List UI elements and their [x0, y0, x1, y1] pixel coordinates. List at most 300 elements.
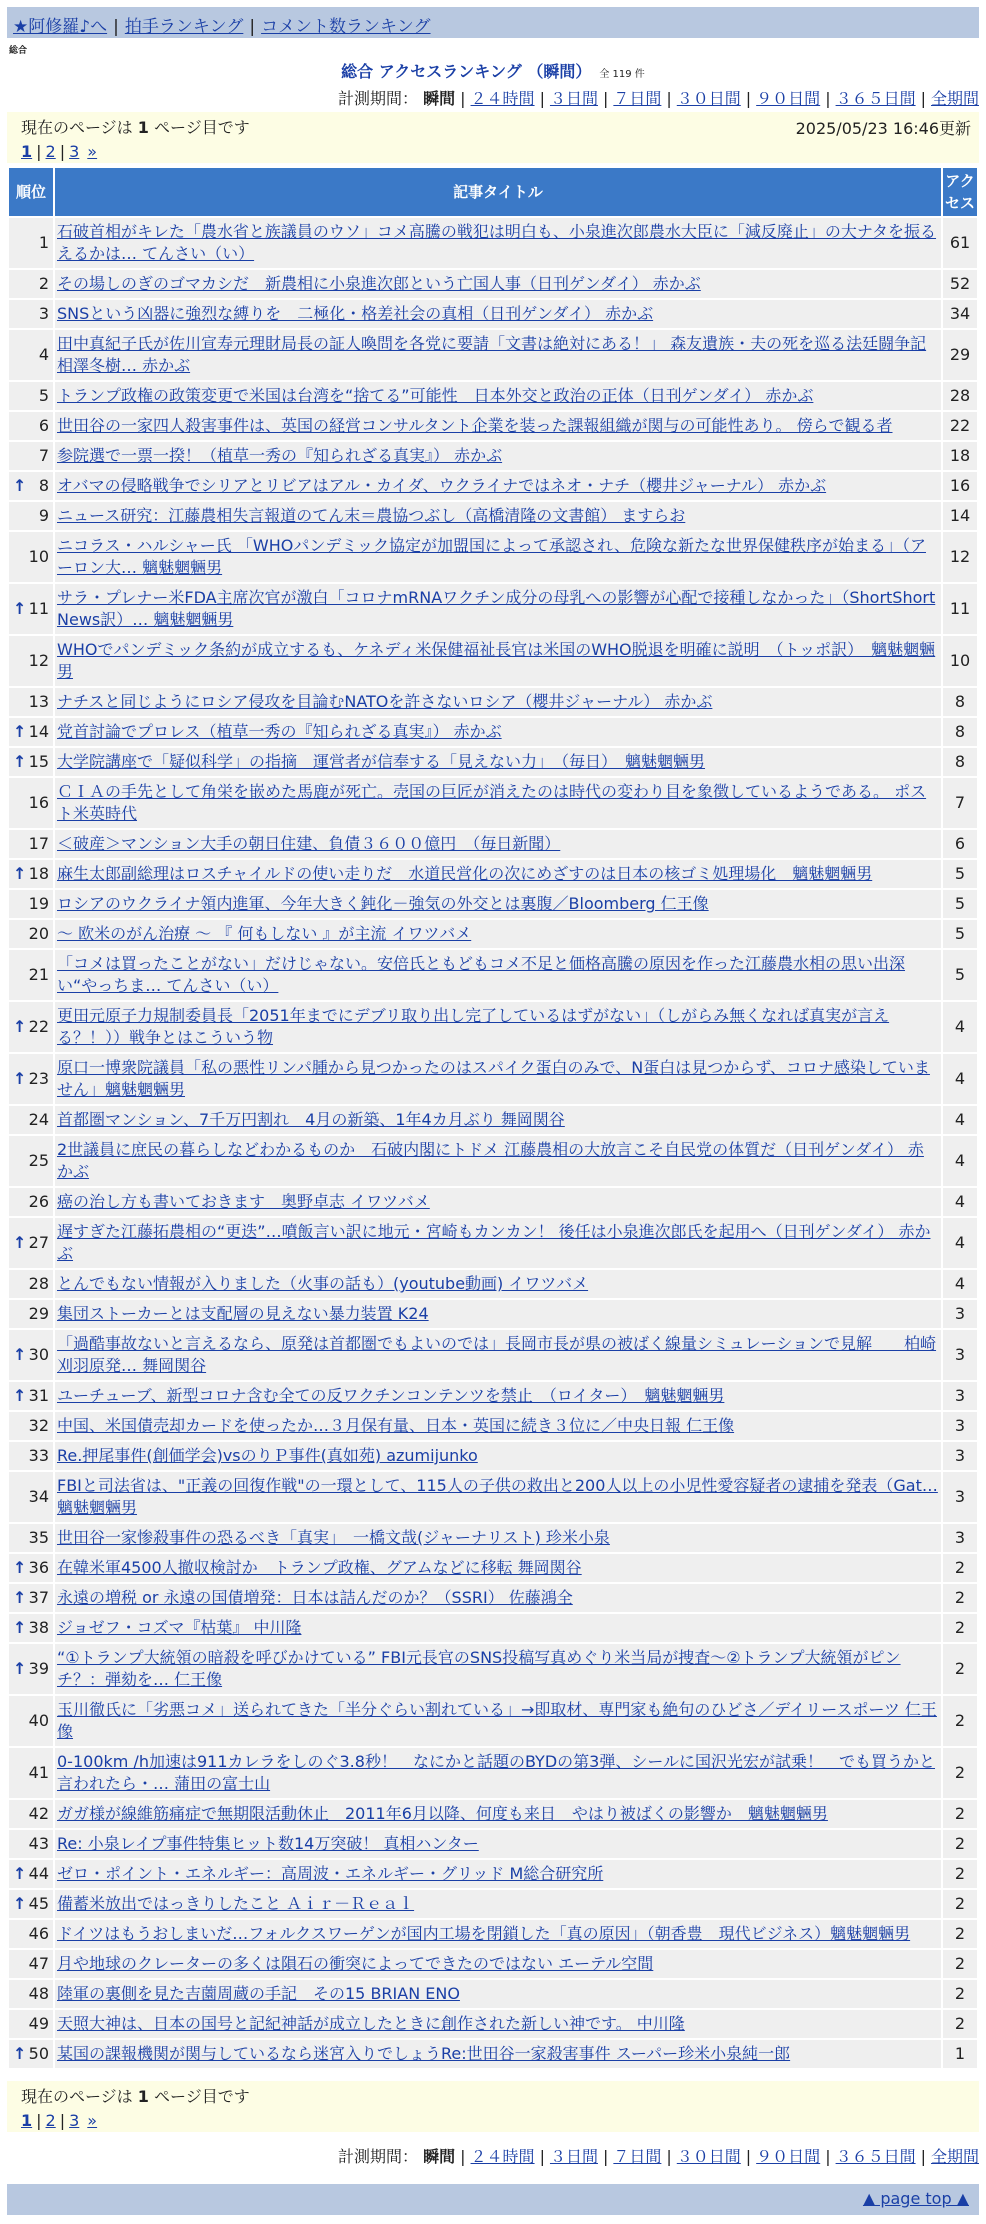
rank-number: 2	[38, 274, 49, 293]
access-count: 3	[943, 1472, 977, 1522]
article-title-link[interactable]: 世田谷一家惨殺事件の恐るべき「真実」 一橋文哉(ジャーナリスト) 珍米小泉	[57, 1528, 610, 1547]
table-row	[9, 1382, 977, 1410]
article-title-link[interactable]: 参院選で一票一揆！（植草一秀の『知られざる真実』） 赤かぶ	[57, 446, 503, 465]
rank-cell	[9, 2010, 53, 2038]
access-count: 2	[943, 1950, 977, 1978]
table-row	[9, 1860, 977, 1888]
table-row	[9, 218, 977, 268]
rank-number: 25	[28, 1151, 49, 1170]
article-title-link[interactable]: 麻生太郎副総理はロスチャイルドの使い走りだ 水道民営化の次にめざすのは日本の核ゴミ処理場化 魑魅魍魎男	[57, 864, 873, 883]
rank-number: 5	[38, 386, 49, 405]
page-link-2[interactable]: 2	[45, 2111, 56, 2130]
article-title-link[interactable]: “①トランプ大統領の暗殺を呼びかけている” FBI元長官のSNS投稿写真めぐり米当局が捜査～②トランプ大統領がピンチ？：弾劾を… 仁王像	[57, 1648, 901, 1689]
article-title-link[interactable]: ユーチューブ、新型コロナ含む全ての反ワクチンコンテンツを禁止 （ロイター） 魑魅魍魎男	[57, 1386, 725, 1405]
table-row	[9, 688, 977, 716]
rank-cell	[9, 472, 53, 500]
period-link-3d[interactable]: ３日間	[549, 2147, 598, 2166]
last-updated: 2025/05/23 16:46更新	[795, 119, 971, 138]
table-row	[9, 748, 977, 776]
current-page-text	[21, 2084, 965, 2107]
rank-cell	[9, 1920, 53, 1948]
period-link-30d[interactable]: ３０日間	[676, 89, 741, 108]
rank-number: 4	[38, 345, 49, 364]
article-title-link[interactable]: 大学院講座で「疑似科学」の指摘 運営者が信奉する「見えない力」 （毎日） 魑魅魍魎男	[57, 752, 706, 771]
article-title-link[interactable]: FBIと司法省は、"正義の回復作戦"の一環として、115人の子供の救出と200人以上の小児性愛容疑者の逮捕を発表（Gat… 魑魅魍魎男	[57, 1476, 938, 1517]
article-title-link[interactable]: SNSという凶器に強烈な縛りを 二極化・格差社会の真相（日刊ゲンダイ） 赤かぶ	[57, 304, 654, 323]
title-cell	[55, 1614, 941, 1642]
access-count: 5	[943, 860, 977, 888]
rank-number: 46	[28, 1924, 49, 1943]
title-cell	[55, 584, 941, 634]
rank-cell	[9, 532, 53, 582]
access-count: 2	[943, 1554, 977, 1582]
rank-cell	[9, 636, 53, 686]
title-cell	[55, 636, 941, 686]
access-count: 4	[943, 1106, 977, 1134]
title-cell	[55, 1382, 941, 1410]
article-title-link[interactable]: 陸軍の裏側を見た吉薗周蔵の手記 その15 BRIAN ENO	[57, 1984, 460, 2003]
nav-separator: |	[113, 17, 119, 37]
article-title-link[interactable]: ジョゼフ・コズマ『枯葉』 中川隆	[57, 1618, 302, 1637]
article-title-link[interactable]: 備蓄米放出ではっきりしたこと Ａｉｒ－Ｒｅａｌ	[57, 1894, 415, 1913]
rank-cell	[9, 1218, 53, 1268]
rank-number: 28	[28, 1274, 49, 1293]
article-title-link[interactable]: サラ・プレナー米FDA主席次官が激白「コロナmRNAワクチン成分の母乳への影響が心配で接種しなかった」（ShortShort News訳）… 魑魅魍魎男	[57, 588, 936, 629]
rank-number: 44	[28, 1864, 49, 1883]
rank-cell	[9, 502, 53, 530]
period-link-3d[interactable]: ３日間	[549, 89, 598, 108]
rank-cell	[9, 1270, 53, 1298]
current-page-suffix: ページ目です	[154, 2087, 250, 2106]
table-row	[9, 412, 977, 440]
article-title-link[interactable]: ＜破産＞マンション大手の朝日住建、負債３６００億円 （毎日新聞）	[57, 834, 561, 853]
table-row	[9, 1920, 977, 1948]
period-link-24h[interactable]: ２４時間	[470, 2147, 535, 2166]
up-arrow-icon: ↑	[13, 722, 27, 741]
up-arrow-icon: ↑	[13, 864, 27, 883]
rank-number: 13	[28, 692, 49, 711]
article-title-link[interactable]: WHOでパンデミック条約が成立するも、ケネディ米保健福祉長官は米国のWHO脱退を明確に説明 （トッポ訳） 魑魅魍魎男	[57, 640, 936, 681]
up-arrow-icon: ↑	[13, 1069, 27, 1088]
current-page-number: 1	[137, 118, 149, 137]
table-row	[9, 1106, 977, 1134]
period-link-90d[interactable]: ９０日間	[756, 89, 821, 108]
access-count: 2	[943, 1920, 977, 1948]
page-link-3[interactable]: 3	[69, 2111, 80, 2130]
period-selector-bottom: 計測期間： 瞬間 | ２４時間 | ３日間 | ７日間 | ３０日間 | ９０日間 | ３６５日間 | 全期間	[338, 2147, 979, 2166]
table-row	[9, 1830, 977, 1858]
table-row	[9, 1188, 977, 1216]
table-row	[9, 2010, 977, 2038]
title-cell	[55, 1830, 941, 1858]
rank-number: 37	[28, 1588, 49, 1607]
rank-number: 14	[28, 722, 49, 741]
title-cell	[55, 860, 941, 888]
rank-number: 6	[38, 416, 49, 435]
rank-cell	[9, 1002, 53, 1052]
pagination: 1 | 2 | 3 »	[21, 142, 98, 161]
rank-cell	[9, 1800, 53, 1828]
article-title-link[interactable]: ニュース研究：江藤農相失言報道のてん末＝農協つぶし（高橋清隆の文書館） ますらお	[57, 506, 686, 525]
article-title-link[interactable]: オバマの侵略戦争でシリアとリビアはアル・カイダ、ウクライナではネオ・ナチ（櫻井ジャーナル） 赤かぶ	[57, 476, 827, 495]
period-link-all[interactable]: 全期間	[930, 2147, 979, 2166]
article-title-link[interactable]: 2世議員に庶民の暮らしなどわかるものか 石破内閣にトドメ 江藤農相の大放言こそ自民党の体質だ（日刊ゲンダイ） 赤かぶ	[57, 1140, 924, 1181]
title-cell	[55, 1644, 941, 1694]
rank-cell	[9, 584, 53, 634]
article-title-link[interactable]: 玉川徹氏に「劣悪コメ」送られてきた「半分ぐらい割れている」→即取材、専門家も絶句のひどさ／デイリースポーツ 仁王像	[57, 1700, 937, 1741]
rank-cell	[9, 1830, 53, 1858]
article-title-link[interactable]: その場しのぎのゴマカシだ 新農相に小泉進次郎という亡国人事（日刊ゲンダイ） 赤かぶ	[57, 274, 701, 293]
rank-number: 3	[38, 304, 49, 323]
rank-cell	[9, 778, 53, 828]
rank-cell	[9, 1300, 53, 1328]
access-count: 6	[943, 830, 977, 858]
table-row	[9, 1300, 977, 1328]
title-cell	[55, 412, 941, 440]
article-title-link[interactable]: 永遠の増税 or 永遠の国債増発：日本は詰んだのか？（SSRI） 佐藤鴻全	[57, 1588, 573, 1607]
table-row	[9, 1002, 977, 1052]
access-count: 2	[943, 1614, 977, 1642]
title-cell	[55, 1330, 941, 1380]
title-cell	[55, 1442, 941, 1470]
title-cell	[55, 1748, 941, 1798]
article-title-link[interactable]: 中国、米国債売却カードを使ったか…３月保有量、日本・英国に続き３位に／中央日報 仁王像	[57, 1416, 735, 1435]
rank-cell	[9, 1748, 53, 1798]
title-cell	[55, 1270, 941, 1298]
table-row	[9, 1554, 977, 1582]
rank-number: 19	[28, 894, 49, 913]
title-cell	[55, 382, 941, 410]
table-row	[9, 860, 977, 888]
period-current: 瞬間	[423, 2147, 456, 2166]
article-title-link[interactable]: 遅すぎた江藤拓農相の“更迭”…噴飯言い訳に地元・宮崎もカンカン！ 後任は小泉進次郎氏を起用へ（日刊ゲンダイ） 赤かぶ	[57, 1222, 931, 1263]
title-cell	[55, 472, 941, 500]
access-count: 7	[943, 778, 977, 828]
ranking-table	[7, 166, 979, 2070]
table-row	[9, 890, 977, 918]
table-row	[9, 1136, 977, 1186]
up-arrow-icon: ↑	[13, 1233, 27, 1252]
table-row	[9, 584, 977, 634]
title-cell	[55, 1524, 941, 1552]
access-count: 8	[943, 688, 977, 716]
title-cell	[55, 1920, 941, 1948]
article-title-link[interactable]: 天照大神は、日本の国号と記紀神話が成立したときに創作された新しい神です。 中川隆	[57, 2014, 685, 2033]
title-cell	[55, 950, 941, 1000]
article-title-link[interactable]: 「過酷事故ないと言えるなら、原発は首都圏でもよいのでは」長岡市長が県の被ばく線量シミュレーションで見解 柏崎刈羽原発… 舞岡関谷	[57, 1334, 937, 1375]
nav-separator: |	[249, 17, 256, 37]
access-count: 5	[943, 890, 977, 918]
rank-cell	[9, 1412, 53, 1440]
article-title-link[interactable]: 世田谷の一家四人殺害事件は、英国の経営コンサルタント企業を装った課報組織が関与の可能性あり。 傍らで観る者	[57, 416, 893, 435]
period-link-90d[interactable]: ９０日間	[756, 2147, 821, 2166]
rank-cell	[9, 718, 53, 746]
article-title-link[interactable]: 在韓米軍4500人撤収検討か トランプ政権、グアムなどに移転 舞岡関谷	[57, 1558, 582, 1577]
rank-number: 30	[28, 1345, 49, 1364]
rank-number: 26	[28, 1192, 49, 1211]
page-link-2[interactable]: 2	[45, 142, 56, 161]
article-title-link[interactable]: 0-100km /h加速は911カレラをしのぐ3.8秒！ なにかと話題のBYDの第3弾、シールに国沢光宏が試乗！ でも買うかと言われたら・… 蒲田の富士山	[57, 1752, 936, 1793]
table-row	[9, 920, 977, 948]
article-title-link[interactable]: 首都圏マンション、7千万円割れ 4月の新築、1年4カ月ぶり 舞岡関谷	[57, 1110, 565, 1129]
access-count: 14	[943, 502, 977, 530]
rank-number: 21	[28, 965, 49, 984]
page-top-link[interactable]: ▲ page top ▲	[862, 2189, 969, 2208]
rank-number: 29	[28, 1304, 49, 1323]
rank-cell	[9, 1472, 53, 1522]
period-link-24h[interactable]: ２４時間	[470, 89, 535, 108]
article-title-link[interactable]: 癌の治し方も書いておきます 奥野卓志 イワツバメ	[57, 1192, 430, 1211]
period-current: 瞬間	[423, 89, 456, 108]
table-row	[9, 1800, 977, 1828]
up-arrow-icon: ↑	[13, 752, 27, 771]
article-title-link[interactable]: ドイツはもうおしまいだ…フォルクスワーゲンが国内工場を閉鎖した「真の原因」（朝香豊 現代ビジネス）魑魅魍魎男	[57, 1924, 911, 1943]
rank-number: 36	[28, 1558, 49, 1577]
access-count: 2	[943, 1584, 977, 1612]
table-row	[9, 1890, 977, 1918]
title-cell	[55, 920, 941, 948]
access-count: 4	[943, 1188, 977, 1216]
rank-number: 24	[28, 1110, 49, 1129]
rank-number: 47	[28, 1954, 49, 1973]
access-count: 61	[943, 218, 977, 268]
article-title-link[interactable]: ナチスと同じようにロシア侵攻を目論むNATOを許さないロシア（櫻井ジャーナル） 赤かぶ	[57, 692, 713, 711]
rank-cell	[9, 442, 53, 470]
article-title-link[interactable]: 更田元原子力規制委員長「2051年までにデブリ取り出し完了しているはずがない」（しがらみ無くなれば真実が言える？！））戦争とはこういう物	[57, 1006, 890, 1047]
page-title	[0, 59, 986, 82]
title-cell	[55, 300, 941, 328]
table-row	[9, 1524, 977, 1552]
current-page-prefix: 現在のページは	[21, 2087, 133, 2106]
title-cell	[55, 1300, 941, 1328]
title-cell	[55, 1860, 941, 1888]
up-arrow-icon: ↑	[13, 2044, 27, 2063]
rank-number: 27	[28, 1233, 49, 1252]
rank-number: 22	[28, 1017, 49, 1036]
title-cell	[55, 778, 941, 828]
rank-cell	[9, 1054, 53, 1104]
rank-number: 43	[28, 1834, 49, 1853]
page-info-top	[7, 112, 979, 163]
title-cell	[55, 442, 941, 470]
table-row	[9, 1980, 977, 2008]
access-count: 10	[943, 636, 977, 686]
asyura-home-link[interactable]: ★阿修羅♪へ	[13, 17, 108, 37]
title-cell	[55, 1472, 941, 1522]
up-arrow-icon: ↑	[13, 1894, 27, 1913]
table-row	[9, 1330, 977, 1380]
comment-ranking-link[interactable]: コメント数ランキング	[261, 17, 431, 37]
rank-cell	[9, 1382, 53, 1410]
table-row	[9, 1614, 977, 1642]
access-count: 2	[943, 1860, 977, 1888]
rank-cell	[9, 1136, 53, 1186]
access-count: 3	[943, 1382, 977, 1410]
article-title-link[interactable]: ～ 欧米のがん治療 ～ 『 何もしない 』が主流 イワツバメ	[57, 924, 472, 943]
access-count: 8	[943, 748, 977, 776]
table-row	[9, 1584, 977, 1612]
title-cell	[55, 502, 941, 530]
rank-number: 17	[28, 834, 49, 853]
table-row	[9, 636, 977, 686]
rank-number: 8	[38, 476, 49, 495]
rank-cell	[9, 330, 53, 380]
rank-number: 23	[28, 1069, 49, 1088]
table-row	[9, 1472, 977, 1522]
title-cell	[55, 330, 941, 380]
rank-cell	[9, 688, 53, 716]
period-link-7d[interactable]: ７日間	[613, 2147, 662, 2166]
rank-number: 9	[38, 506, 49, 525]
rank-cell	[9, 1188, 53, 1216]
table-row	[9, 270, 977, 298]
rank-cell	[9, 1950, 53, 1978]
access-count: 22	[943, 412, 977, 440]
period-link-365d[interactable]: ３６５日間	[835, 2147, 916, 2166]
rank-number: 16	[28, 793, 49, 812]
up-arrow-icon: ↑	[13, 1659, 27, 1678]
article-title-link[interactable]: 田中真紀子氏が佐川宣寿元理財局長の証人喚問を各党に要請「文書は絶対にある！」 森友遺族・夫の死を巡る法廷闘争記 相澤冬樹… 赤かぶ	[57, 334, 927, 375]
total-count: 全 119 件	[599, 69, 645, 80]
table-header-row	[9, 168, 977, 216]
article-title-link[interactable]: 原口一博衆院議員「私の悪性リンパ腫から見つかったのはスパイク蛋白のみで、N蛋白は見つからず、コロナ感染していません」魑魅魍魎男	[57, 1058, 930, 1099]
rank-number: 33	[28, 1446, 49, 1465]
rank-cell	[9, 270, 53, 298]
clap-ranking-link[interactable]: 拍手ランキング	[124, 17, 244, 37]
access-count: 3	[943, 1524, 977, 1552]
access-count: 4	[943, 1002, 977, 1052]
rank-number: 38	[28, 1618, 49, 1637]
title-cell	[55, 2010, 941, 2038]
table-row	[9, 1270, 977, 1298]
period-link-7d[interactable]: ７日間	[613, 89, 662, 108]
page-link-1[interactable]: 1	[21, 2111, 33, 2130]
up-arrow-icon: ↑	[13, 1618, 27, 1637]
access-count: 2	[943, 1748, 977, 1798]
table-row	[9, 1412, 977, 1440]
page-link-1[interactable]: 1	[21, 142, 33, 161]
rank-cell	[9, 1860, 53, 1888]
title-cell	[55, 1136, 941, 1186]
table-row	[9, 778, 977, 828]
period-link-all[interactable]: 全期間	[930, 89, 979, 108]
article-title-link[interactable]: 「コメは買ったことがない」だけじゃない。安倍氏ともどもコメ不足と価格高騰の原因を作った江藤農水相の思い出深い“やっちま… てんさい（い）	[57, 954, 906, 995]
title-cell	[55, 270, 941, 298]
rank-number: 7	[38, 446, 49, 465]
article-title-link[interactable]: 集団ストーカーとは支配層の見えない暴力装置 K24	[57, 1304, 429, 1323]
next-page-link[interactable]: »	[87, 142, 98, 161]
access-count: 11	[943, 584, 977, 634]
up-arrow-icon: ↑	[13, 1017, 27, 1036]
article-title-link[interactable]: ロシアのウクライナ領内進軍、今年大きく鈍化－強気の外交とは裏腹／Bloomberg 仁王像	[57, 894, 709, 913]
up-arrow-icon: ↑	[13, 1345, 27, 1364]
rank-number: 49	[28, 2014, 49, 2033]
title-cell	[55, 688, 941, 716]
article-title-link[interactable]: トランプ政権の政策変更で米国は台湾を“捨てる”可能性 日本外交と政治の正体（日刊ゲンダイ） 赤かぶ	[57, 386, 814, 405]
title-cell	[55, 1106, 941, 1134]
footer-bar	[7, 2184, 979, 2215]
article-title-link[interactable]: 党首討論でプロレス（植草一秀の『知られざる真実』） 赤かぶ	[57, 722, 502, 741]
access-count: 2	[943, 1800, 977, 1828]
period-selector-top: 計測期間： 瞬間 | ２４時間 | ３日間 | ７日間 | ３０日間 | ９０日間 | ３６５日間 | 全期間	[338, 89, 979, 108]
table-row	[9, 330, 977, 380]
rank-cell	[9, 830, 53, 858]
rank-number: 20	[28, 924, 49, 943]
article-title-link[interactable]: ガガ様が線維筋痛症で無期限活動休止 2011年6月以降、何度も来日 やはり被ばくの影響か 魑魅魍魎男	[57, 1804, 828, 1823]
table-row	[9, 1442, 977, 1470]
access-count: 2	[943, 1644, 977, 1694]
title-cell	[55, 532, 941, 582]
access-count: 1	[943, 2040, 977, 2068]
access-count: 4	[943, 1054, 977, 1104]
period-link-30d[interactable]: ３０日間	[676, 2147, 741, 2166]
title-cell	[55, 2040, 941, 2068]
rank-cell	[9, 1442, 53, 1470]
period-link-365d[interactable]: ３６５日間	[835, 89, 916, 108]
rank-cell	[9, 382, 53, 410]
up-arrow-icon: ↑	[13, 1864, 27, 1883]
rank-number: 12	[28, 651, 49, 670]
rank-number: 41	[28, 1763, 49, 1782]
article-title-link[interactable]: ＣＩＡの手先として角栄を嵌めた馬鹿が死亡。売国の巨匠が消えたのは時代の変わり目を象徴しているようである。 ポスト米英時代	[57, 782, 927, 823]
article-title-link[interactable]: 某国の課報機関が関与しているなら迷宮入りでしょうRe:世田谷一家殺害事件 スーパー珍米小泉純一郎	[57, 2044, 791, 2063]
rank-cell	[9, 1330, 53, 1380]
next-page-link[interactable]: »	[87, 2111, 98, 2130]
top-nav-bar	[7, 7, 979, 38]
access-count: 2	[943, 1830, 977, 1858]
current-page-prefix: 現在のページは	[21, 118, 133, 137]
access-count: 3	[943, 1412, 977, 1440]
article-title-link[interactable]: ニコラス・ハルシャー氏 「WHOパンデミック協定が加盟国によって承認され、危険な新たな世界保健秩序が始まる」（アーロン大… 魑魅魍魎男	[57, 536, 926, 577]
rank-cell	[9, 1890, 53, 1918]
access-count: 5	[943, 950, 977, 1000]
rank-number: 48	[28, 1984, 49, 2003]
article-title-link[interactable]: Re.押尾事件(創価学会)vsのりＰ事件(真如苑) azumijunko	[57, 1446, 478, 1465]
page-link-3[interactable]: 3	[69, 142, 80, 161]
article-title-link[interactable]: ゼロ・ポイント・エネルギー：高周波・エネルギー・グリッド M総合研究所	[57, 1864, 604, 1883]
access-count: 4	[943, 1136, 977, 1186]
rank-cell	[9, 1584, 53, 1612]
table-row	[9, 950, 977, 1000]
category-label: 総合	[9, 46, 28, 56]
table-row	[9, 1218, 977, 1268]
article-title-link[interactable]: 石破首相がキレた「農水省と族議員のウソ」コメ高騰の戦犯は明白も、小泉進次郎農水大臣に「減反廃止」の大ナタを振るえるかは… てんさい（い）	[57, 222, 937, 263]
rank-number: 11	[28, 599, 49, 618]
header-access: アクセス	[943, 168, 977, 216]
rank-cell	[9, 218, 53, 268]
access-count: 34	[943, 300, 977, 328]
access-count: 3	[943, 1300, 977, 1328]
page-info-bottom	[7, 2081, 979, 2132]
rank-cell	[9, 1524, 53, 1552]
table-row	[9, 718, 977, 746]
title-cell	[55, 1054, 941, 1104]
article-title-link[interactable]: とんでもない情報が入りました（火事の話も）(youtube動画) イワツバメ	[57, 1274, 589, 1293]
pagination: 1 | 2 | 3 »	[21, 2111, 98, 2130]
access-count: 16	[943, 472, 977, 500]
article-title-link[interactable]: 月や地球のクレーターの多くは隕石の衝突によってできたのではない エーテル空間	[57, 1954, 654, 1973]
title-cell	[55, 1800, 941, 1828]
article-title-link[interactable]: Re: 小泉レイプ事件特集ヒット数14万突破！ 真相ハンター	[57, 1834, 479, 1853]
table-row	[9, 1054, 977, 1104]
rank-cell	[9, 1644, 53, 1694]
access-count: 3	[943, 1442, 977, 1470]
rank-cell	[9, 412, 53, 440]
title-cell	[55, 1554, 941, 1582]
title-cell	[55, 830, 941, 858]
rank-cell	[9, 1554, 53, 1582]
table-row	[9, 1696, 977, 1746]
